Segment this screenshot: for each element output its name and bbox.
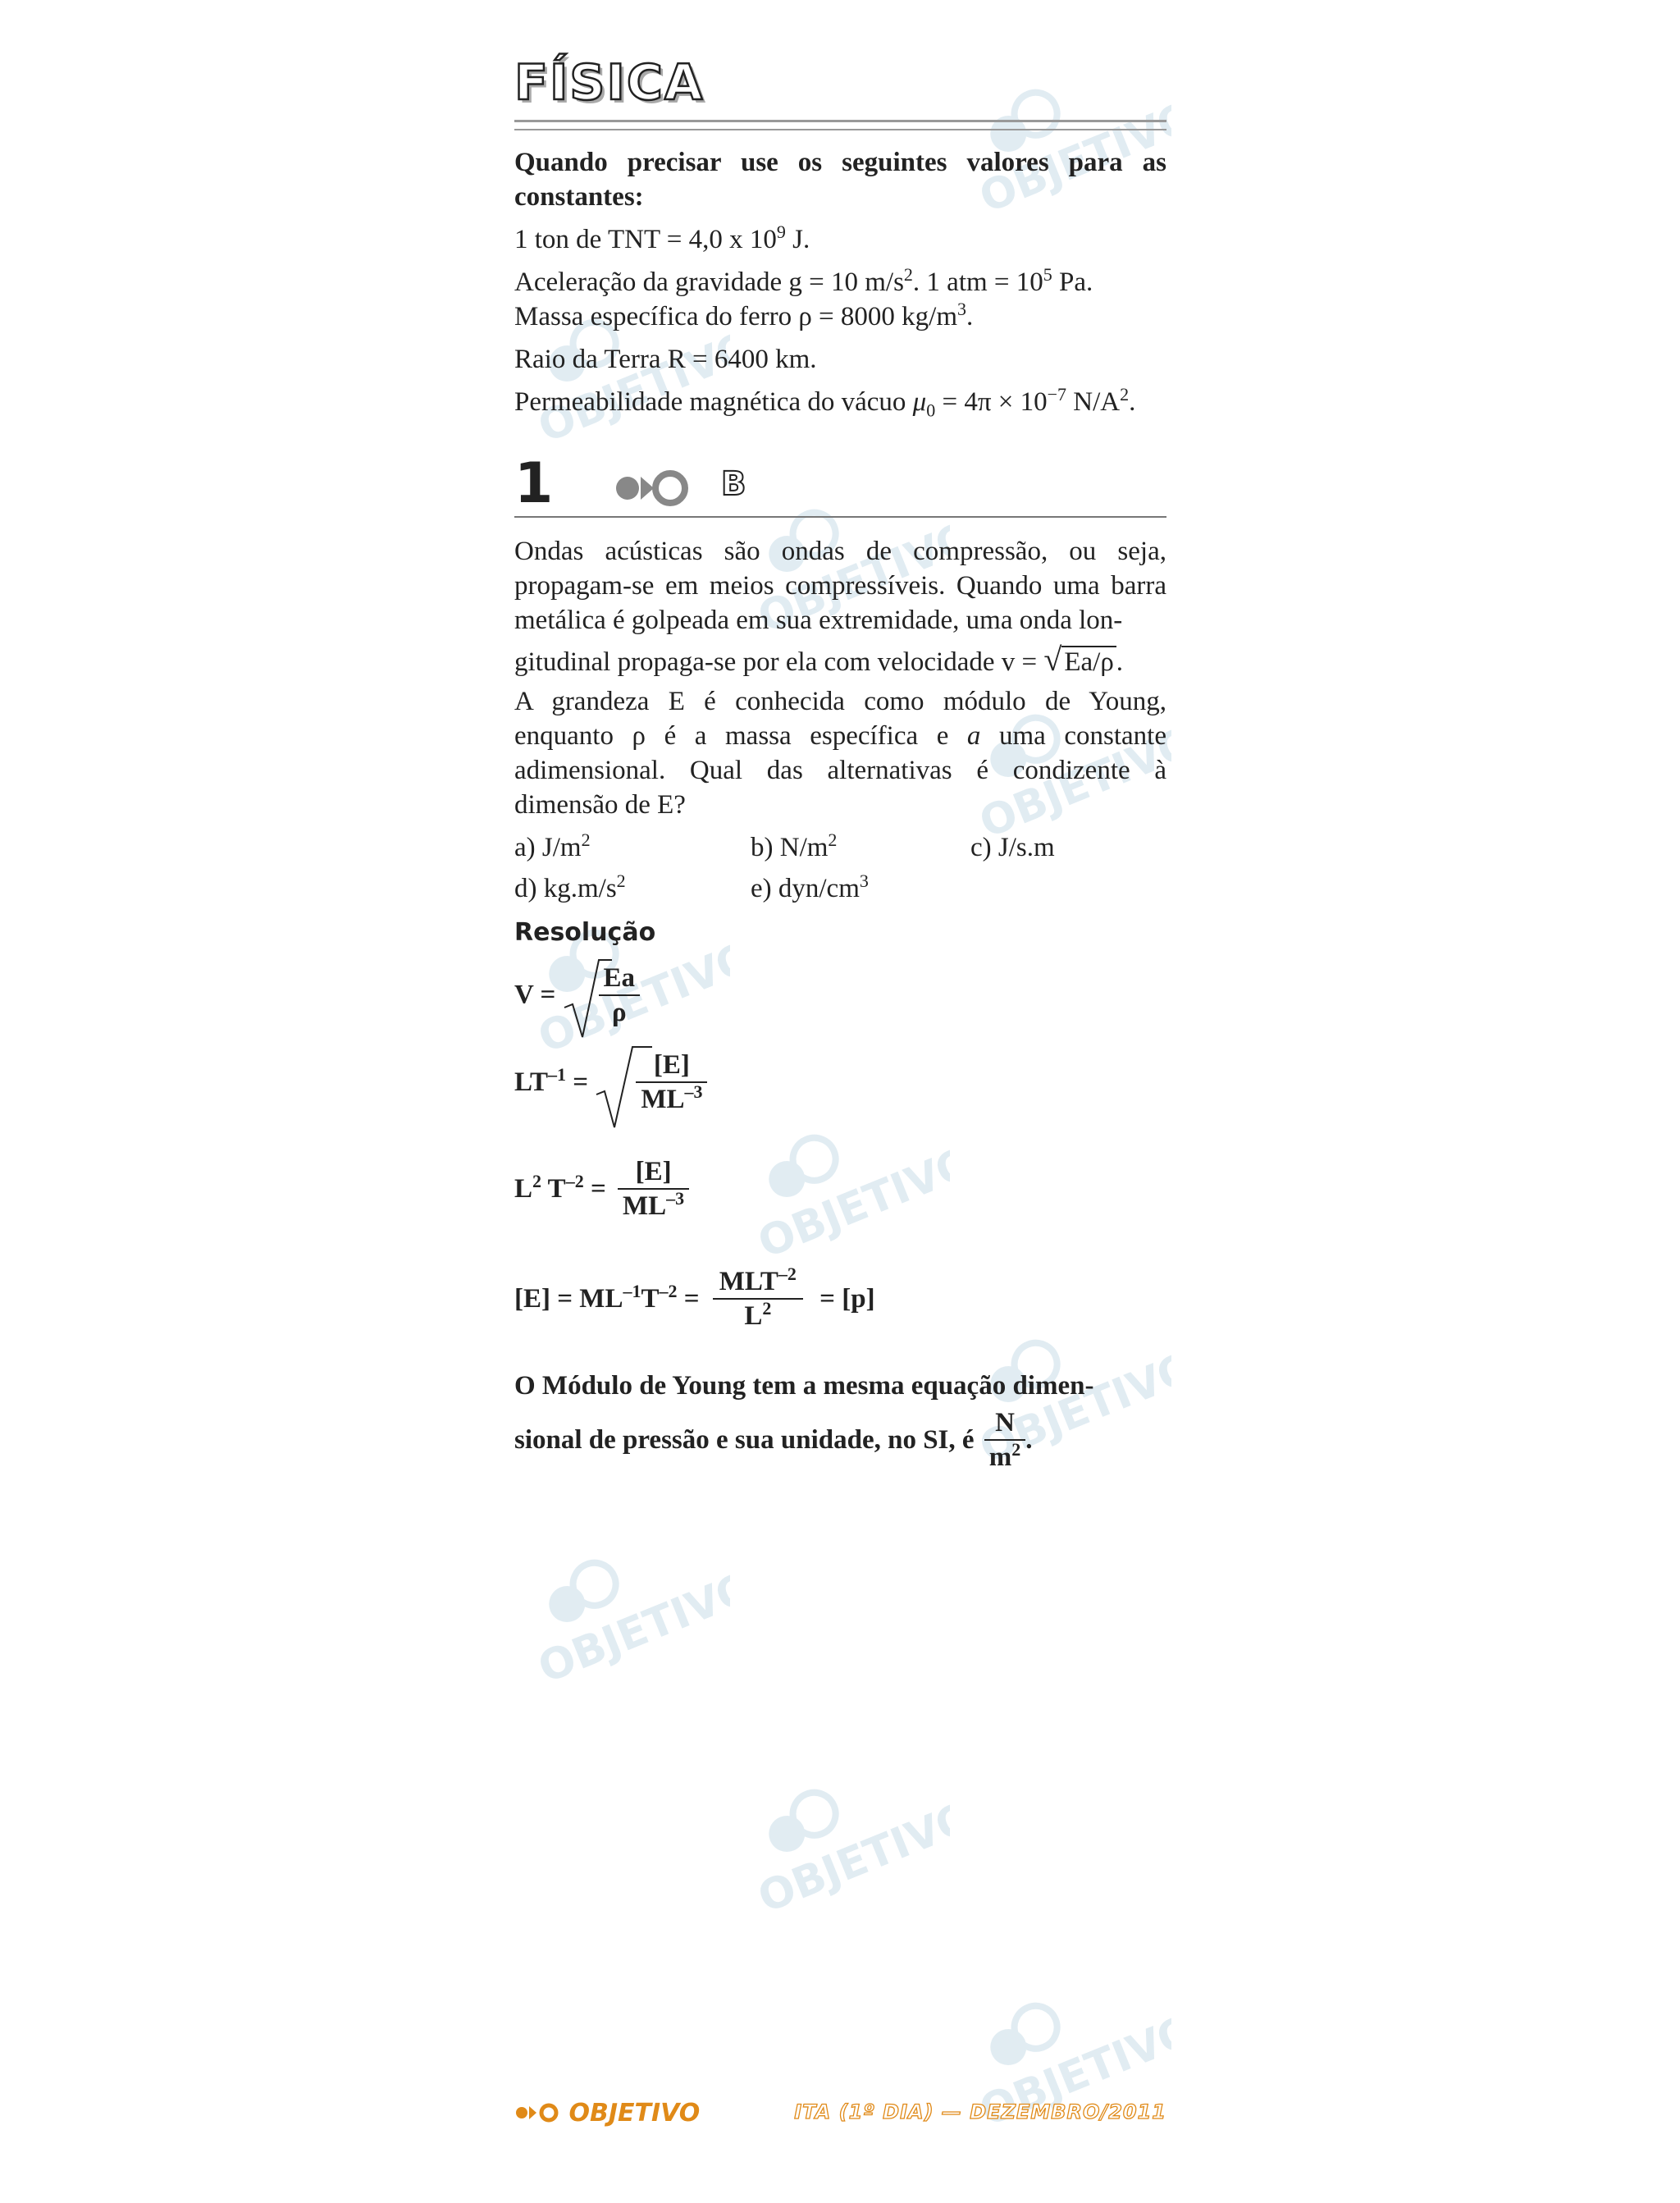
constant-earth-radius: Raio da Terra R = 6400 km. — [514, 345, 817, 374]
statement-part-1: Ondas acústicas são ondas de compressão, ou seja, propagam-se em meios compressíveis. Quando uma barra metálica é golpeada em sua extremidade, uma onda lon- — [514, 537, 1166, 635]
svg-text:OBJETIVO: OBJETIVO — [972, 2005, 1171, 2125]
conclusion-line-1: O Módulo de Young tem a mesma equação dimen- — [514, 1371, 1094, 1401]
header-rule — [514, 120, 1166, 130]
footer-exam-info: ITA (1º DIA) — DEZEMBRO/2011 — [794, 2100, 1166, 2123]
objetivo-arrow-icon — [611, 467, 693, 510]
svg-text:OBJETIVO: OBJETIVO — [972, 1342, 1171, 1462]
footer-logo: OBJETIVO — [514, 2099, 700, 2128]
watermark-logo — [517, 1543, 730, 1682]
option-c: c) J/s.m — [970, 833, 1055, 862]
constant-iron-density: Massa específica do ferro ρ = 8000 $kg/m^3$. — [514, 299, 974, 331]
svg-text:OBJETIVO: OBJETIVO — [531, 322, 730, 441]
constant-tnt: 1 ton de TNT = 4,0 x $10^9$ J. — [514, 222, 810, 254]
conclusion-line-2: sional de pressão e sua unidade, no SI, é $\frac{N}{m^2}$ . — [514, 1408, 1033, 1472]
watermark-text: OBJETIVO — [972, 92, 1171, 212]
constants-block — [514, 145, 1166, 419]
statement-part-3: A grandeza E é conhecida como módulo de Young, enquanto ρ é a massa específica e a uma constante adimensional. Qual das alternativas é condizente à dimensão de E? — [514, 687, 1166, 820]
constant-gravity: Aceleração da gravidade g = 10 $m/s^2$. 1 atm = $10^5$ Pa. — [514, 264, 1093, 297]
section-title: FÍSICA — [514, 54, 705, 112]
answer-options — [514, 827, 1166, 909]
svg-text:OBJETIVO: OBJETIVO — [751, 1792, 950, 1912]
svg-text:OBJETIVO: OBJETIVO — [531, 932, 730, 1052]
equation-4: $[E] = ML^{-1}T^{-2}$ = $\frac{MLT^{-2}}{L^2}$ = [p] — [514, 1264, 875, 1331]
equation-3: $L^2$ $T^{-2}$ = $\frac{[E]}{ML^{-3}}$ — [514, 1155, 1166, 1234]
svg-text:OBJETIVO: OBJETIVO — [751, 1137, 950, 1257]
objetivo-logo-icon — [514, 2102, 560, 2123]
constants-intro: Quando precisar use os seguintes valores para as constantes: — [514, 148, 1166, 212]
question-number: 1 — [514, 451, 554, 516]
section-header — [514, 51, 1166, 115]
question-header — [514, 451, 1166, 518]
equation-1: V = $\frac{Ea}{\rho}$ — [514, 962, 1166, 1040]
conclusion — [514, 1369, 1166, 1474]
option-d: d) $kg.m/s^2$ — [514, 871, 626, 903]
statement-part-2: gitudinal propaga-se por ela com velocidade v = √Ea/ρ. — [514, 641, 1124, 678]
option-e: e) dyn/$cm^3$ — [751, 871, 869, 903]
equation-2: $LT^{-1}$ = $\frac{[E]}{ML^{-3}}$ — [514, 1049, 1166, 1131]
radical-icon — [563, 958, 612, 1040]
content-column — [514, 51, 1166, 1474]
svg-text:OBJETIVO: OBJETIVO — [751, 512, 950, 632]
sqrt-icon: √ — [1043, 641, 1062, 678]
radical-icon — [595, 1045, 652, 1131]
resolution-heading: Resolução — [514, 918, 656, 947]
question-statement — [514, 534, 1166, 822]
option-b: b) $N/m^2$ — [751, 830, 838, 862]
watermark-logo — [737, 1772, 950, 1912]
option-a: a) $J/m^2$ — [514, 830, 591, 862]
svg-text:OBJETIVO: OBJETIVO — [972, 717, 1171, 837]
constant-permeability: Permeabilidade magnética do vácuo $\mu_0 = 4\pi \times 10^{-7}$ $N/A^2$. — [514, 384, 1136, 421]
page-footer — [514, 2099, 1166, 2132]
svg-text:OBJETIVO: OBJETIVO — [531, 1562, 730, 1682]
answer-letter: B — [721, 465, 746, 503]
